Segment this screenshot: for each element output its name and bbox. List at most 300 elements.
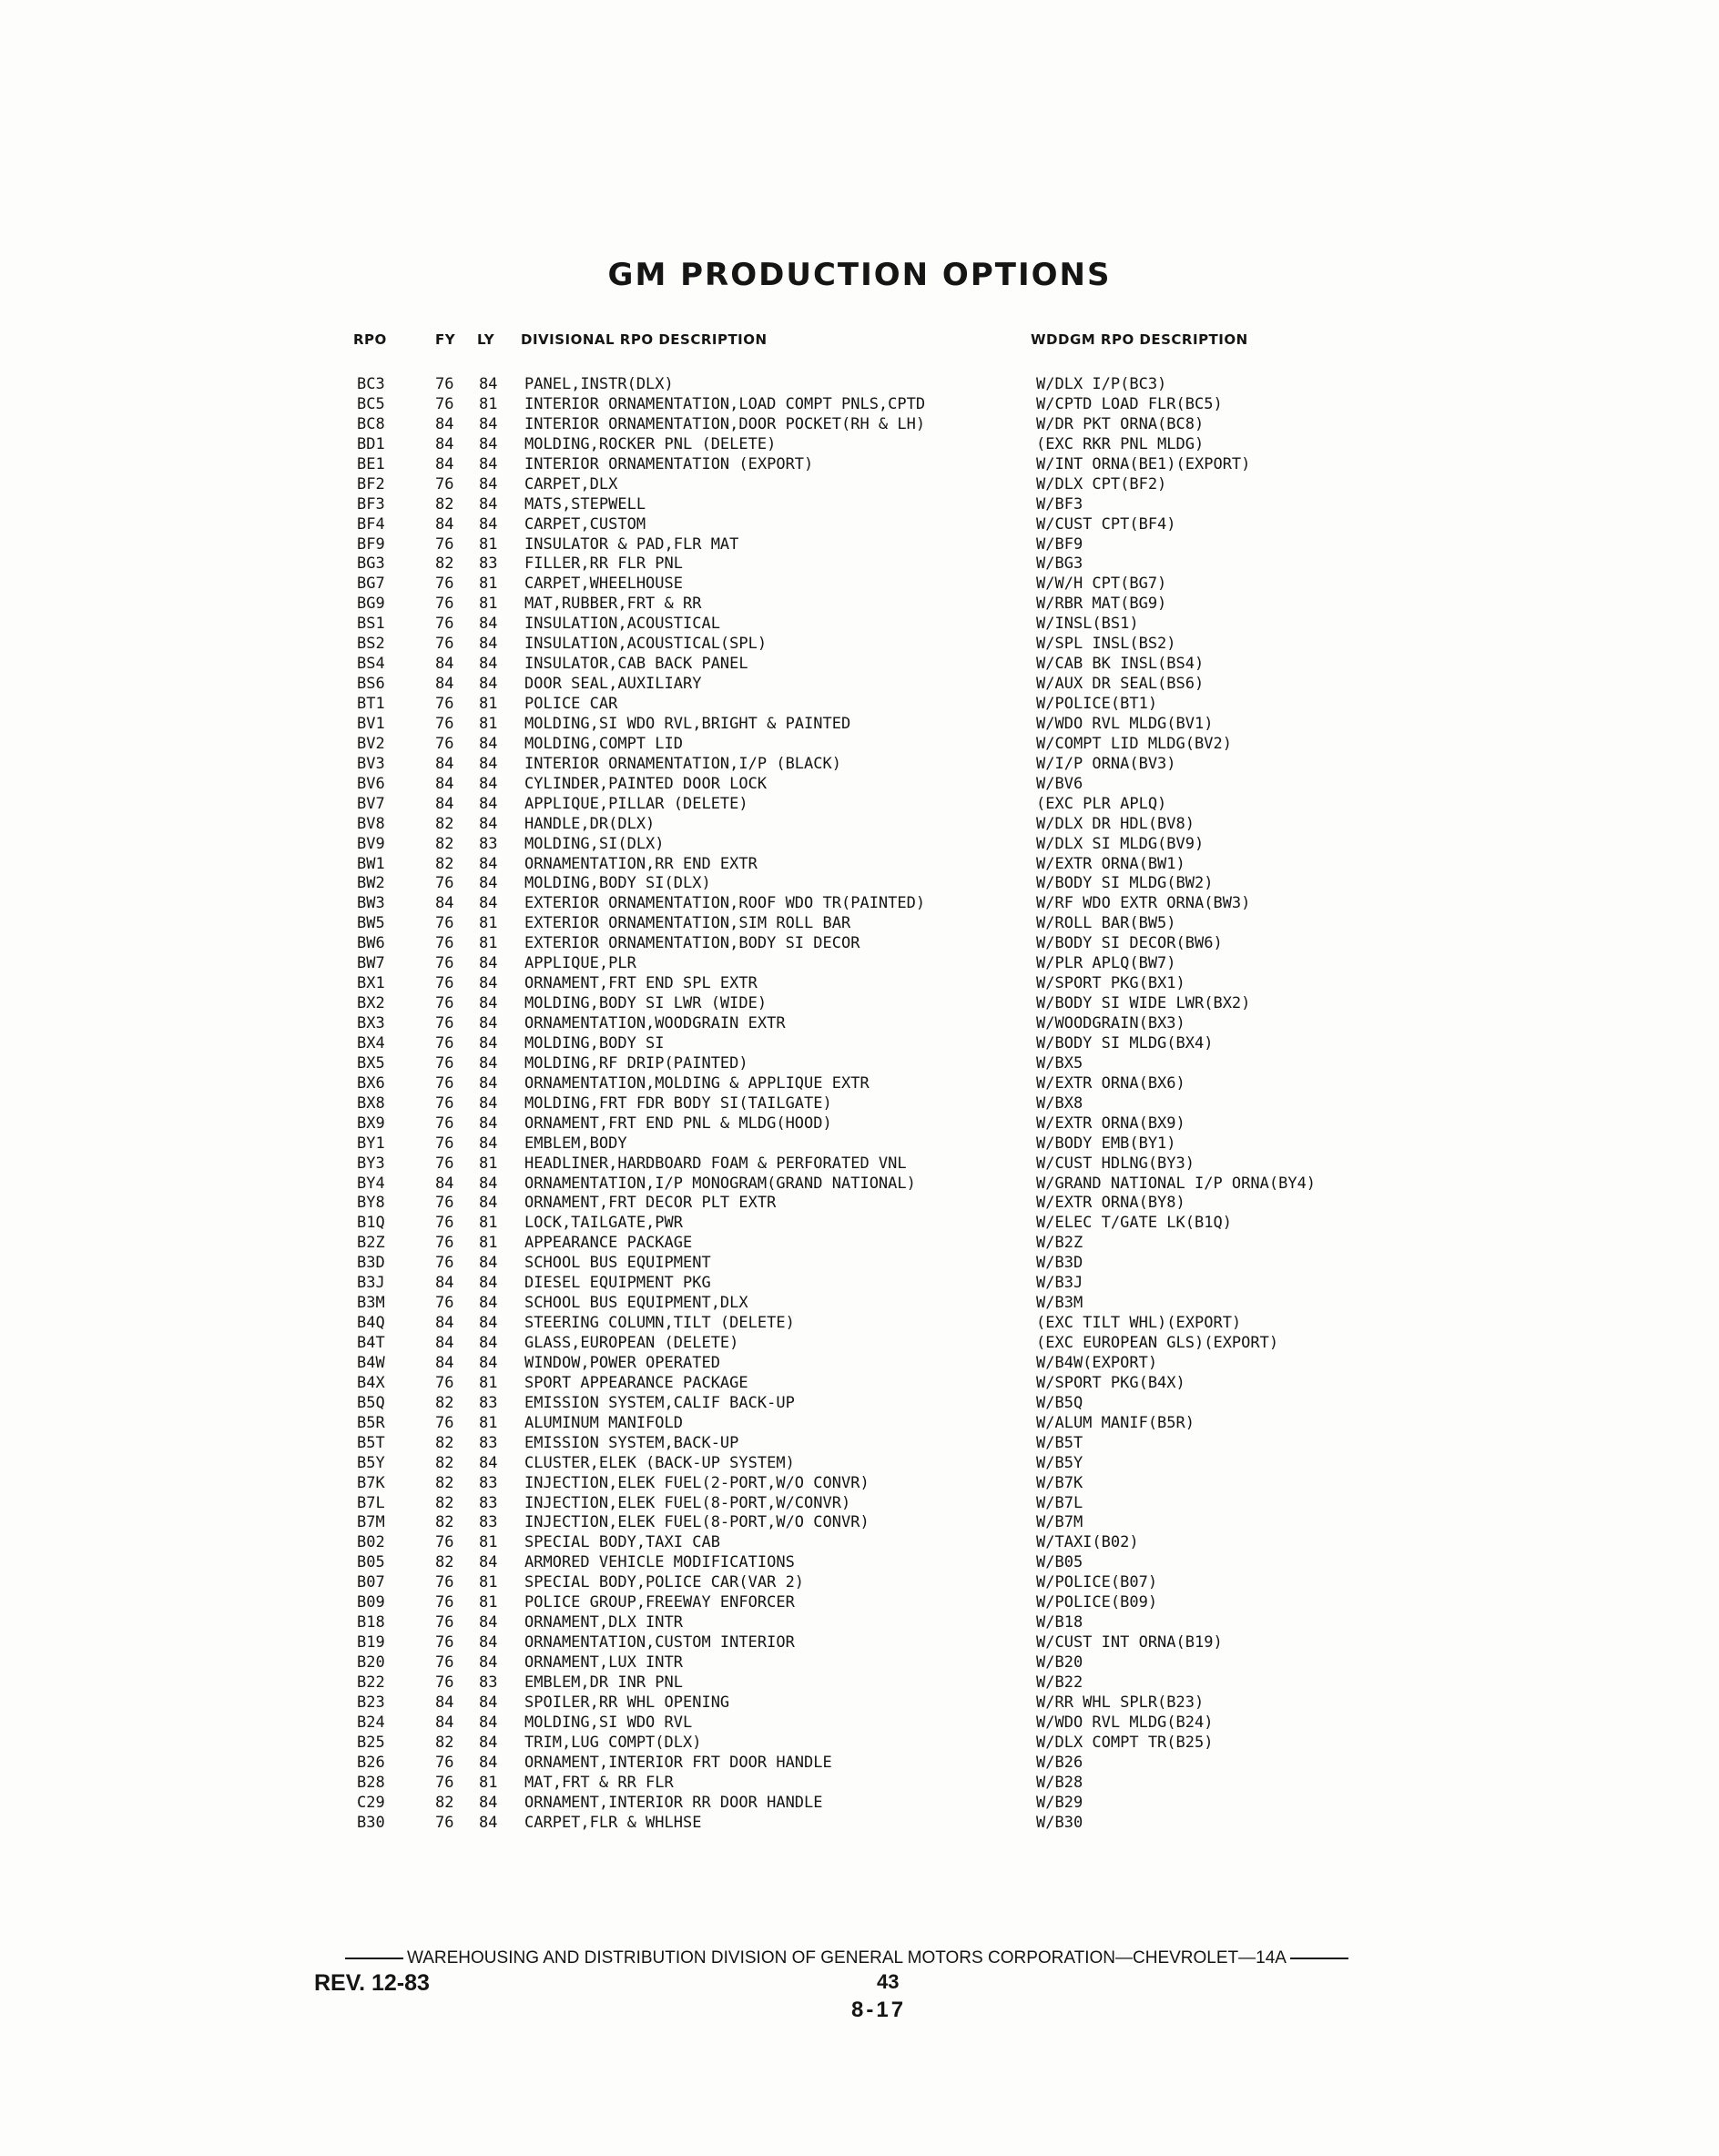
wddgm-description: W/B5Q: [1036, 1393, 1083, 1412]
table-row: [0, 1633, 1719, 1653]
last-year: 84: [479, 1174, 498, 1193]
first-year: 82: [435, 1453, 454, 1472]
rpo-code: BC5: [357, 394, 385, 413]
table-row: [0, 1074, 1719, 1094]
wddgm-description: W/BX8: [1036, 1093, 1083, 1113]
rpo-code: B3M: [357, 1294, 385, 1313]
divisional-description: CLUSTER,ELEK (BACK-UP SYSTEM): [524, 1453, 795, 1472]
last-year: 83: [479, 1473, 498, 1492]
wddgm-description: W/B20: [1036, 1653, 1083, 1672]
first-year: 76: [435, 974, 454, 993]
rpo-code: BX9: [357, 1114, 385, 1133]
table-row: [0, 1134, 1719, 1154]
wddgm-description: W/AUX DR SEAL(BS6): [1036, 675, 1205, 694]
wddgm-description: W/EXTR ORNA(BY8): [1036, 1194, 1185, 1213]
divisional-description: ORNAMENT,FRT END SPL EXTR: [524, 974, 758, 993]
divisional-description: MOLDING,SI WDO RVL: [524, 1713, 693, 1732]
wddgm-description: W/BF3: [1036, 494, 1083, 514]
wddgm-description: W/B30: [1036, 1813, 1083, 1832]
rpo-code: BV7: [357, 794, 385, 813]
divisional-description: APPEARANCE PACKAGE: [524, 1234, 693, 1253]
table-row: [0, 515, 1719, 535]
rpo-code: B4W: [357, 1353, 385, 1372]
first-year: 76: [435, 394, 454, 413]
wddgm-description: W/ROLL BAR(BW5): [1036, 914, 1176, 933]
rpo-code: BF3: [357, 494, 385, 514]
rpo-code: B2Z: [357, 1234, 385, 1253]
table-row: [0, 1754, 1719, 1774]
table-row: [0, 615, 1719, 635]
rpo-code: BY1: [357, 1134, 385, 1153]
wddgm-description: W/B05: [1036, 1553, 1083, 1572]
wddgm-description: W/DLX SI MLDG(BV9): [1036, 834, 1205, 853]
wddgm-description: W/DR PKT ORNA(BC8): [1036, 414, 1205, 433]
wddgm-description: W/GRAND NATIONAL I/P ORNA(BY4): [1036, 1174, 1317, 1193]
first-year: 82: [435, 1493, 454, 1512]
last-year: 84: [479, 1334, 498, 1352]
wddgm-description: W/BX5: [1036, 1053, 1083, 1073]
last-year: 84: [479, 954, 498, 973]
first-year: 82: [435, 554, 454, 574]
divisional-description: LOCK,TAILGATE,PWR: [524, 1214, 683, 1233]
divisional-description: SPECIAL BODY,POLICE CAR(VAR 2): [524, 1573, 805, 1592]
rpo-code: B3D: [357, 1254, 385, 1273]
first-year: 84: [435, 754, 454, 773]
divisional-description: MATS,STEPWELL: [524, 494, 646, 514]
wddgm-description: (EXC PLR APLQ): [1036, 794, 1167, 813]
last-year: 83: [479, 1673, 498, 1692]
wddgm-description: W/B7M: [1036, 1513, 1083, 1532]
table-row: [0, 1573, 1719, 1593]
wddgm-description: W/B3M: [1036, 1294, 1083, 1313]
table-row: [0, 1653, 1719, 1673]
table-row: [0, 1234, 1719, 1254]
rpo-code: BX3: [357, 1014, 385, 1032]
first-year: 82: [435, 1513, 454, 1532]
rpo-code: BW3: [357, 894, 385, 913]
wddgm-description: W/BODY SI MLDG(BW2): [1036, 874, 1214, 893]
table-row: [0, 455, 1719, 475]
last-year: 81: [479, 575, 498, 594]
first-year: 84: [435, 1693, 454, 1712]
divisional-description: EMBLEM,DR INR PNL: [524, 1673, 683, 1692]
divisional-description: INSULATION,ACOUSTICAL: [524, 615, 720, 634]
page-title: GM PRODUCTION OPTIONS: [607, 257, 1112, 293]
divisional-description: SCHOOL BUS EQUIPMENT,DLX: [524, 1294, 748, 1313]
table-row: [0, 1154, 1719, 1175]
last-year: 84: [479, 754, 498, 773]
wddgm-description: W/SPORT PKG(BX1): [1036, 974, 1185, 993]
first-year: 76: [435, 1014, 454, 1032]
last-year: 84: [479, 1713, 498, 1732]
rpo-code: B02: [357, 1533, 385, 1552]
rpo-code: B4Q: [357, 1314, 385, 1333]
wddgm-description: W/INSL(BS1): [1036, 615, 1139, 634]
last-year: 84: [479, 615, 498, 634]
table-row: [0, 435, 1719, 455]
last-year: 81: [479, 1533, 498, 1552]
divisional-description: INTERIOR ORNAMENTATION,LOAD COMPT PNLS,CPTD: [524, 394, 926, 413]
last-year: 84: [479, 894, 498, 913]
table-row: [0, 1693, 1719, 1714]
wddgm-description: W/W/H CPT(BG7): [1036, 575, 1167, 594]
rpo-code: B3J: [357, 1274, 385, 1293]
first-year: 76: [435, 1773, 454, 1792]
rpo-code: B09: [357, 1593, 385, 1612]
divisional-description: ORNAMENTATION,WOODGRAIN EXTR: [524, 1014, 786, 1032]
last-year: 84: [479, 734, 498, 753]
wddgm-description: W/WDO RVL MLDG(BV1): [1036, 714, 1214, 733]
first-year: 76: [435, 575, 454, 594]
wddgm-description: W/B28: [1036, 1773, 1083, 1792]
rpo-code: B7K: [357, 1473, 385, 1492]
last-year: 84: [479, 414, 498, 433]
rpo-code: B28: [357, 1773, 385, 1792]
last-year: 84: [479, 1194, 498, 1213]
wddgm-description: W/B7K: [1036, 1473, 1083, 1492]
wddgm-description: W/B4W(EXPORT): [1036, 1353, 1158, 1372]
divisional-description: INSULATION,ACOUSTICAL(SPL): [524, 635, 768, 654]
divisional-description: SPOILER,RR WHL OPENING: [524, 1693, 730, 1712]
table-row: [0, 815, 1719, 835]
divisional-description: ALUMINUM MANIFOLD: [524, 1413, 683, 1432]
first-year: 76: [435, 695, 454, 713]
divisional-description: INSULATOR & PAD,FLR MAT: [524, 534, 739, 554]
table-row: [0, 1794, 1719, 1814]
rpo-code: BC8: [357, 414, 385, 433]
rpo-code: BX6: [357, 1073, 385, 1093]
last-year: 81: [479, 1573, 498, 1592]
first-year: 76: [435, 1194, 454, 1213]
table-row: [0, 1214, 1719, 1234]
first-year: 76: [435, 1234, 454, 1253]
rpo-code: BF4: [357, 514, 385, 534]
wddgm-description: W/WDO RVL MLDG(B24): [1036, 1713, 1214, 1732]
divisional-description: CARPET,WHEELHOUSE: [524, 575, 683, 594]
divisional-description: CARPET,CUSTOM: [524, 514, 646, 534]
table-row: [0, 1714, 1719, 1734]
first-year: 76: [435, 954, 454, 973]
divisional-description: TRIM,LUG COMPT(DLX): [524, 1733, 702, 1752]
rpo-code: BS6: [357, 675, 385, 694]
table-row: [0, 1414, 1719, 1434]
divisional-description: EMBLEM,BODY: [524, 1134, 627, 1153]
rpo-code: BV8: [357, 814, 385, 833]
last-year: 84: [479, 454, 498, 473]
divisional-description: CARPET,DLX: [524, 474, 618, 493]
last-year: 84: [479, 1753, 498, 1772]
table-row: [0, 375, 1719, 395]
rpo-code: BY8: [357, 1194, 385, 1213]
first-year: 84: [435, 1353, 454, 1372]
wddgm-description: W/POLICE(BT1): [1036, 695, 1158, 713]
last-year: 84: [479, 1633, 498, 1653]
last-year: 84: [479, 1693, 498, 1712]
wddgm-description: W/TAXI(B02): [1036, 1533, 1139, 1552]
rpo-code: BW1: [357, 854, 385, 873]
divisional-description: APPLIQUE,PILLAR (DELETE): [524, 794, 748, 813]
table-row: [0, 1014, 1719, 1034]
rpo-code: B26: [357, 1753, 385, 1772]
first-year: 84: [435, 894, 454, 913]
last-year: 84: [479, 994, 498, 1013]
first-year: 76: [435, 1653, 454, 1672]
footer-division-text: WAREHOUSING AND DISTRIBUTION DIVISION OF GENERAL MOTORS CORPORATION—CHEVROLET—14A: [407, 1948, 1287, 1968]
last-year: 81: [479, 1373, 498, 1392]
first-year: 76: [435, 1073, 454, 1093]
first-year: 84: [435, 1334, 454, 1352]
first-year: 76: [435, 734, 454, 753]
first-year: 82: [435, 854, 454, 873]
rpo-code: B22: [357, 1673, 385, 1692]
divisional-description: INJECTION,ELEK FUEL(8-PORT,W/CONVR): [524, 1493, 851, 1512]
rpo-code: BS4: [357, 655, 385, 674]
first-year: 76: [435, 994, 454, 1013]
rpo-code: B5Q: [357, 1393, 385, 1412]
first-year: 84: [435, 655, 454, 674]
wddgm-description: W/COMPT LID MLDG(BV2): [1036, 734, 1232, 753]
wddgm-description: W/DLX CPT(BF2): [1036, 474, 1167, 493]
last-year: 81: [479, 1234, 498, 1253]
table-row: [0, 635, 1719, 655]
rpo-code: BW6: [357, 934, 385, 953]
table-row: [0, 475, 1719, 495]
wddgm-description: W/B7L: [1036, 1493, 1083, 1512]
rpo-code: BC3: [357, 375, 385, 393]
rpo-code: B23: [357, 1693, 385, 1712]
wddgm-description: W/EXTR ORNA(BW1): [1036, 854, 1185, 873]
first-year: 76: [435, 1294, 454, 1313]
table-row: [0, 1175, 1719, 1195]
revision-label: REV. 12-83: [314, 1970, 430, 1996]
divisional-description: ORNAMENT,FRT DECOR PLT EXTR: [524, 1194, 777, 1213]
table-row: [0, 994, 1719, 1014]
divisional-description: MAT,RUBBER,FRT & RR: [524, 595, 702, 614]
divisional-description: MOLDING,BODY SI(DLX): [524, 874, 711, 893]
last-year: 84: [479, 1793, 498, 1812]
last-year: 81: [479, 914, 498, 933]
last-year: 84: [479, 1314, 498, 1333]
table-row: [0, 1294, 1719, 1314]
wddgm-description: W/POLICE(B09): [1036, 1593, 1158, 1612]
wddgm-description: W/CUST HDLNG(BY3): [1036, 1154, 1195, 1173]
last-year: 83: [479, 834, 498, 853]
wddgm-description: W/ALUM MANIF(B5R): [1036, 1413, 1195, 1432]
first-year: 84: [435, 675, 454, 694]
divisional-description: WINDOW,POWER OPERATED: [524, 1353, 720, 1372]
rpo-code: C29: [357, 1793, 385, 1812]
wddgm-description: W/I/P ORNA(BV3): [1036, 754, 1176, 773]
section-number: 8-17: [851, 1998, 907, 2022]
wddgm-description: W/B5Y: [1036, 1453, 1083, 1472]
table-row: [0, 695, 1719, 715]
last-year: 81: [479, 695, 498, 713]
table-row: [0, 655, 1719, 675]
first-year: 76: [435, 1254, 454, 1273]
rpo-code: BX4: [357, 1033, 385, 1053]
rpo-code: B5Y: [357, 1453, 385, 1472]
table-row: [0, 1593, 1719, 1613]
rpo-code: BV2: [357, 734, 385, 753]
divisional-description: ORNAMENT,FRT END PNL & MLDG(HOOD): [524, 1114, 832, 1133]
table-row: [0, 1394, 1719, 1414]
last-year: 81: [479, 714, 498, 733]
last-year: 84: [479, 1134, 498, 1153]
table-row: [0, 675, 1719, 695]
last-year: 81: [479, 534, 498, 554]
rpo-code: B1Q: [357, 1214, 385, 1233]
last-year: 84: [479, 655, 498, 674]
first-year: 76: [435, 1573, 454, 1592]
wddgm-description: W/B18: [1036, 1613, 1083, 1632]
wddgm-description: W/SPL INSL(BS2): [1036, 635, 1176, 654]
column-header-row: [0, 331, 1719, 357]
last-year: 84: [479, 1813, 498, 1832]
rpo-code: BY4: [357, 1174, 385, 1193]
table-row: [0, 1533, 1719, 1553]
last-year: 84: [479, 774, 498, 793]
divisional-description: EXTERIOR ORNAMENTATION,ROOF WDO TR(PAINTED): [524, 894, 926, 913]
first-year: 76: [435, 1813, 454, 1832]
table-row: [0, 1494, 1719, 1514]
last-year: 84: [479, 434, 498, 453]
first-year: 76: [435, 1033, 454, 1053]
divisional-description: STEERING COLUMN,TILT (DELETE): [524, 1314, 795, 1333]
divisional-description: ORNAMENT,INTERIOR FRT DOOR HANDLE: [524, 1753, 832, 1772]
first-year: 76: [435, 1593, 454, 1612]
last-year: 81: [479, 1413, 498, 1432]
first-year: 76: [435, 714, 454, 733]
table-row: [0, 735, 1719, 755]
divisional-description: MOLDING,COMPT LID: [524, 734, 683, 753]
rpo-code: BW5: [357, 914, 385, 933]
first-year: 82: [435, 814, 454, 833]
rpo-code: BV9: [357, 834, 385, 853]
wddgm-description: W/CUST INT ORNA(B19): [1036, 1633, 1223, 1653]
divisional-description: HEADLINER,HARDBOARD FOAM & PERFORATED VNL: [524, 1154, 907, 1173]
last-year: 84: [479, 1274, 498, 1293]
first-year: 76: [435, 874, 454, 893]
table-row: [0, 1314, 1719, 1334]
first-year: 76: [435, 1753, 454, 1772]
divisional-description: SPORT APPEARANCE PACKAGE: [524, 1373, 748, 1392]
table-row: [0, 1774, 1719, 1794]
table-row: [0, 415, 1719, 435]
last-year: 84: [479, 854, 498, 873]
first-year: 82: [435, 834, 454, 853]
wddgm-description: W/B22: [1036, 1673, 1083, 1692]
table-row: [0, 1673, 1719, 1693]
table-row: [0, 934, 1719, 954]
rpo-code: BX5: [357, 1053, 385, 1073]
first-year: 76: [435, 1053, 454, 1073]
first-year: 84: [435, 514, 454, 534]
table-row: [0, 1613, 1719, 1633]
first-year: 76: [435, 615, 454, 634]
table-row: [0, 1454, 1719, 1474]
last-year: 83: [479, 1433, 498, 1452]
wddgm-description: W/BODY EMB(BY1): [1036, 1134, 1176, 1153]
first-year: 76: [435, 595, 454, 614]
last-year: 84: [479, 1453, 498, 1472]
page-number: 43: [877, 1970, 900, 1993]
table-row: [0, 835, 1719, 855]
first-year: 76: [435, 1134, 454, 1153]
divisional-description: POLICE GROUP,FREEWAY ENFORCER: [524, 1593, 795, 1612]
divisional-description: MOLDING,RF DRIP(PAINTED): [524, 1053, 748, 1073]
table-row: [0, 1274, 1719, 1294]
last-year: 81: [479, 595, 498, 614]
wddgm-description: W/ELEC T/GATE LK(B1Q): [1036, 1214, 1232, 1233]
divisional-description: MAT,FRT & RR FLR: [524, 1773, 674, 1792]
first-year: 84: [435, 434, 454, 453]
divisional-description: MOLDING,BODY SI: [524, 1033, 665, 1053]
first-year: 84: [435, 774, 454, 793]
header-rpo: RPO: [353, 331, 387, 348]
first-year: 82: [435, 1473, 454, 1492]
last-year: 84: [479, 1653, 498, 1672]
last-year: 84: [479, 1353, 498, 1372]
divisional-description: MOLDING,SI WDO RVL,BRIGHT & PAINTED: [524, 714, 851, 733]
divisional-description: INJECTION,ELEK FUEL(8-PORT,W/O CONVR): [524, 1513, 870, 1532]
wddgm-description: W/BG3: [1036, 554, 1083, 574]
last-year: 84: [479, 794, 498, 813]
wddgm-description: W/DLX COMPT TR(B25): [1036, 1733, 1214, 1752]
wddgm-description: W/SPORT PKG(B4X): [1036, 1373, 1185, 1392]
wddgm-description: W/CAB BK INSL(BS4): [1036, 655, 1205, 674]
last-year: 81: [479, 1773, 498, 1792]
rpo-code: BX8: [357, 1093, 385, 1113]
wddgm-description: W/EXTR ORNA(BX6): [1036, 1073, 1185, 1093]
first-year: 76: [435, 1533, 454, 1552]
wddgm-description: W/CUST CPT(BF4): [1036, 514, 1176, 534]
footer-rule-left: [345, 1958, 403, 1959]
table-row: [0, 894, 1719, 914]
first-year: 76: [435, 534, 454, 554]
divisional-description: ORNAMENT,LUX INTR: [524, 1653, 683, 1672]
wddgm-description: W/EXTR ORNA(BX9): [1036, 1114, 1185, 1133]
first-year: 76: [435, 1613, 454, 1632]
last-year: 84: [479, 1114, 498, 1133]
header-fy: FY: [435, 331, 456, 348]
divisional-description: ARMORED VEHICLE MODIFICATIONS: [524, 1553, 795, 1572]
last-year: 81: [479, 1593, 498, 1612]
wddgm-description: W/BODY SI MLDG(BX4): [1036, 1033, 1214, 1053]
rpo-code: B5T: [357, 1433, 385, 1452]
divisional-description: MOLDING,FRT FDR BODY SI(TAILGATE): [524, 1093, 832, 1113]
last-year: 83: [479, 1493, 498, 1512]
table-row: [0, 395, 1719, 415]
last-year: 83: [479, 1393, 498, 1412]
divisional-description: POLICE CAR: [524, 695, 618, 713]
first-year: 84: [435, 414, 454, 433]
wddgm-description: W/BODY SI WIDE LWR(BX2): [1036, 994, 1251, 1013]
rpo-code: BF9: [357, 534, 385, 554]
rpo-code: BE1: [357, 454, 385, 473]
divisional-description: MOLDING,SI(DLX): [524, 834, 665, 853]
wddgm-description: W/RR WHL SPLR(B23): [1036, 1693, 1205, 1712]
wddgm-description: W/DLX DR HDL(BV8): [1036, 814, 1195, 833]
table-row: [0, 1814, 1719, 1834]
divisional-description: SCHOOL BUS EQUIPMENT: [524, 1254, 711, 1273]
divisional-description: INTERIOR ORNAMENTATION,I/P (BLACK): [524, 754, 841, 773]
rpo-code: B4X: [357, 1373, 385, 1392]
table-row: [0, 1374, 1719, 1394]
first-year: 76: [435, 474, 454, 493]
table-row: [0, 775, 1719, 795]
rpo-code: B25: [357, 1733, 385, 1752]
table-row: [0, 715, 1719, 735]
